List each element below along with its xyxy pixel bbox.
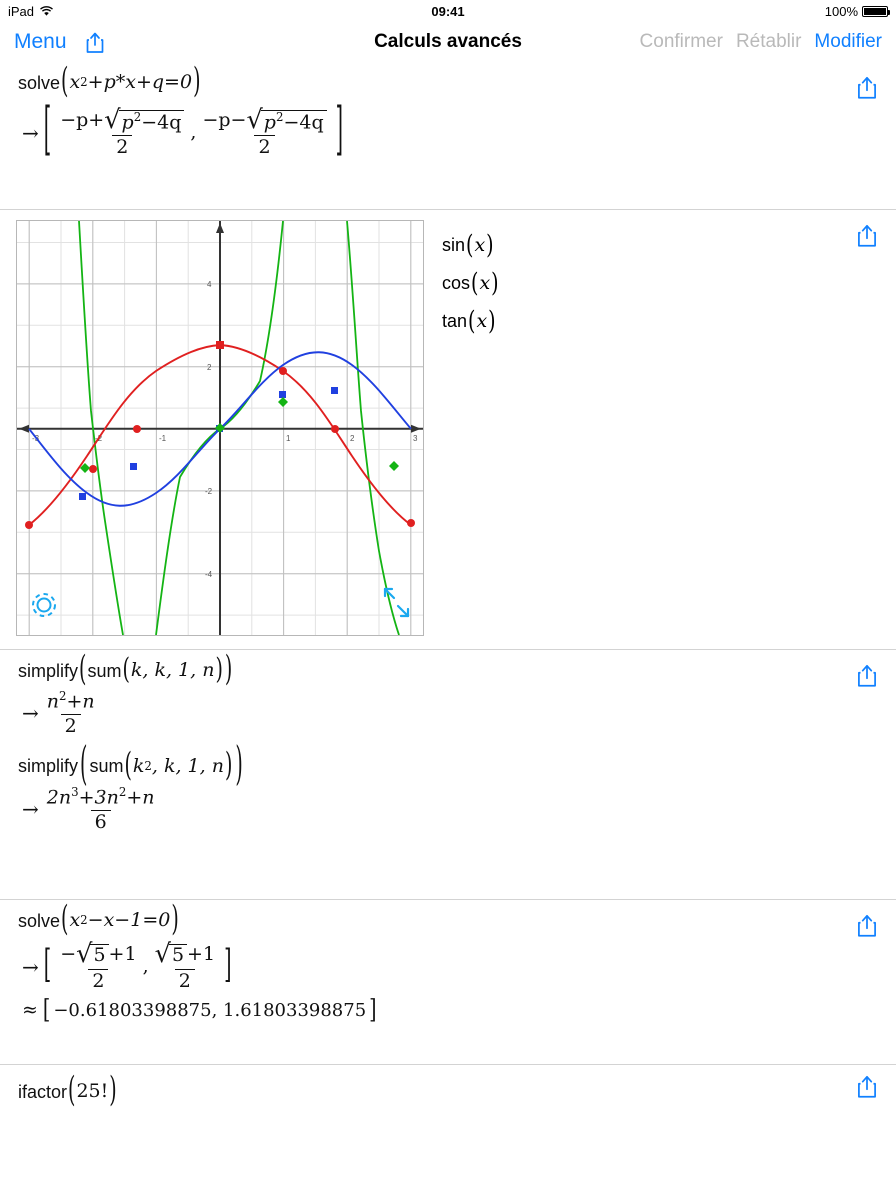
resize-handle-icon[interactable] xyxy=(381,586,413,625)
den-2: 2 xyxy=(61,714,81,738)
disc-tail-2: −4q xyxy=(283,111,324,134)
num-2n: 2n xyxy=(46,786,72,809)
factorial-argument: 25! xyxy=(76,1080,109,1102)
disc-tail: −4q xyxy=(141,111,182,134)
sqrt-5-a xyxy=(76,938,108,969)
svg-text:-1: -1 xyxy=(159,434,167,443)
open-paren-icon: ( xyxy=(61,899,69,940)
open-bracket-icon: [ xyxy=(43,97,52,164)
open-paren-icon: ( xyxy=(68,1070,76,1111)
cell-share-icon[interactable] xyxy=(856,1073,882,1103)
close-paren-inner-icon-2: ) xyxy=(224,746,233,784)
result-arrow-icon: → xyxy=(22,701,39,726)
cell-input-expression-1 xyxy=(18,649,880,690)
legend-item-tan xyxy=(442,302,500,340)
approx-sign: ≈ xyxy=(22,999,38,1022)
num-exp3: 3 xyxy=(71,784,79,799)
disc-p: p xyxy=(121,111,134,134)
close-paren-icon: ) xyxy=(224,649,233,690)
radical-sign-icon: √ xyxy=(104,104,121,135)
sum-k2-result-fraction xyxy=(43,786,159,834)
radical-sign-icon: √ xyxy=(76,938,93,969)
cell-input-expression-2 xyxy=(18,738,880,791)
legend-cos-close: ) xyxy=(491,267,499,299)
sum-function-name-2: sum xyxy=(89,756,124,777)
plot-legend xyxy=(442,226,500,340)
root-2-denominator: 2 xyxy=(254,135,274,159)
minus-sign: − xyxy=(60,942,77,965)
disc-p-2: p xyxy=(263,111,276,134)
legend-cos-fn: cos xyxy=(442,273,471,293)
svg-text:4: 4 xyxy=(207,280,212,289)
calculation-list[interactable] xyxy=(0,62,896,1194)
svg-text:-3: -3 xyxy=(32,434,40,443)
close-paren-icon-2: ) xyxy=(235,738,243,791)
close-bracket-icon: ] xyxy=(335,97,344,164)
root-1-fraction xyxy=(56,104,188,159)
cell-share-icon[interactable] xyxy=(856,74,882,104)
gear-icon[interactable] xyxy=(27,588,61,627)
solve-function-name: solve xyxy=(18,72,61,93)
svg-text:1: 1 xyxy=(286,434,291,443)
simplify-function-name: simplify xyxy=(18,660,79,681)
expression-tail: +p*x+q=0 xyxy=(87,71,193,93)
sum-arg-k: k xyxy=(130,659,143,681)
root-2-fraction xyxy=(198,104,330,159)
cell-share-icon[interactable] xyxy=(856,662,882,692)
golden-root-1-fraction xyxy=(56,938,140,993)
den-6: 6 xyxy=(91,810,111,834)
sqrt-5-b xyxy=(154,938,187,969)
den-2a: 2 xyxy=(88,969,108,993)
close-paren-icon: ) xyxy=(193,62,201,102)
cell-share-icon[interactable] xyxy=(856,222,882,252)
share-icon[interactable] xyxy=(85,30,105,55)
cell-result-expression xyxy=(22,97,880,164)
root-1-denominator: 2 xyxy=(112,135,132,159)
calculation-cell-ifactor[interactable] xyxy=(0,1065,896,1125)
variable-x: x xyxy=(69,71,81,93)
trig-plot-svg xyxy=(17,221,423,635)
legend-sin-fn: sin xyxy=(442,235,466,255)
radicand-5: 5 xyxy=(90,944,108,968)
cell-input-expression xyxy=(18,899,880,940)
cell-share-icon[interactable] xyxy=(856,912,882,942)
sin-markers xyxy=(79,387,338,500)
calculation-cell-simplify-sums[interactable] xyxy=(0,650,896,900)
radicand-5b: 5 xyxy=(169,944,187,968)
cell-result-expression-1 xyxy=(22,690,880,738)
legend-tan-open: ( xyxy=(468,305,476,337)
num-3n: +3n xyxy=(78,786,119,809)
navigation-bar-right xyxy=(640,31,882,53)
open-paren-icon-2: ( xyxy=(80,738,88,791)
open-paren-inner-icon-2: ( xyxy=(124,746,132,784)
close-paren-inner-icon: ) xyxy=(215,653,223,687)
sum-args: , k, 1, n xyxy=(142,659,215,681)
cell-result-exact xyxy=(22,938,880,993)
svg-text:-2: -2 xyxy=(95,434,103,443)
root-1-numerator-lead: −p+ xyxy=(60,109,105,131)
roots-comma: , xyxy=(142,955,149,978)
legend-sin-open: ( xyxy=(466,229,474,261)
simplify-function-name-2: simplify xyxy=(18,756,79,777)
calculation-cell-solve-quadratic[interactable] xyxy=(0,62,896,210)
legend-sin-close: ) xyxy=(486,229,494,261)
root-2-numerator-lead: −p− xyxy=(202,109,247,131)
open-bracket-icon: [ xyxy=(43,943,52,988)
status-bar xyxy=(0,0,896,22)
close-paren-icon: ) xyxy=(171,899,179,940)
sum-arg-k-2: k xyxy=(132,754,145,777)
svg-text:2: 2 xyxy=(207,363,212,372)
trig-plot-canvas[interactable] xyxy=(16,220,424,636)
result-arrow-icon-2: → xyxy=(22,797,39,822)
approx-values: −0.61803398875, 1.61803398875 xyxy=(53,999,367,1021)
legend-tan-arg: x xyxy=(476,310,488,332)
sum-function-name: sum xyxy=(87,660,122,681)
device-label: iPad xyxy=(8,3,35,19)
open-paren-icon: ( xyxy=(79,649,87,690)
open-paren-icon: ( xyxy=(61,62,69,102)
close-paren-icon: ) xyxy=(109,1070,117,1111)
edit-button[interactable]: Modifier xyxy=(814,31,882,52)
cell-result-approx xyxy=(22,994,880,1026)
legend-tan-close: ) xyxy=(488,305,496,337)
navigation-bar xyxy=(0,22,896,62)
radical-sign-icon-2: √ xyxy=(154,938,171,969)
solve-function-name: solve xyxy=(18,910,61,931)
calculation-cell-trig-plot[interactable] xyxy=(0,210,896,650)
result-arrow-icon: → xyxy=(22,120,39,145)
variable-x: x xyxy=(69,909,81,931)
svg-text:-4: -4 xyxy=(205,570,213,579)
status-bar-time: 09:41 xyxy=(431,3,465,19)
sum-k-result-fraction xyxy=(43,690,99,738)
num-exp2: 2 xyxy=(118,784,127,799)
legend-sin-arg: x xyxy=(474,234,486,256)
calculation-cell-solve-golden[interactable] xyxy=(0,900,896,1065)
battery-percent-label: 100% xyxy=(824,3,858,19)
close-bracket-icon: ] xyxy=(224,943,232,988)
open-paren-inner-icon: ( xyxy=(122,653,130,687)
plus-one-b: +1 xyxy=(187,942,216,965)
close-bracket-approx-icon: ] xyxy=(369,994,377,1026)
expression-tail: −x−1=0 xyxy=(87,909,171,931)
sum-args-2: , k, 1, n xyxy=(151,754,224,777)
page-title: Calculs avancés xyxy=(374,31,522,52)
result-arrow-icon: → xyxy=(22,954,39,979)
svg-text:2: 2 xyxy=(350,434,355,443)
legend-cos-open: ( xyxy=(471,267,479,299)
navigation-bar-left xyxy=(14,30,105,55)
den-2b: 2 xyxy=(175,969,195,993)
open-bracket-approx-icon: [ xyxy=(42,994,51,1026)
legend-tan-fn: tan xyxy=(442,311,468,331)
exponent-2: 2 xyxy=(80,75,88,90)
num-plusn: +n xyxy=(126,786,155,809)
battery-icon xyxy=(862,6,888,17)
legend-cos-arg: x xyxy=(479,272,491,294)
cell-result-expression-2 xyxy=(22,786,880,834)
cell-input-expression xyxy=(18,1070,880,1111)
num-exp: 2 xyxy=(59,688,67,703)
golden-root-2-fraction xyxy=(151,938,219,993)
num-tail: +n xyxy=(66,690,95,713)
menu-button[interactable]: Menu xyxy=(14,30,67,53)
cell-input-expression xyxy=(18,62,880,102)
undo-button[interactable]: Rétablir xyxy=(735,31,802,52)
svg-text:3: 3 xyxy=(413,434,418,443)
sum-arg-exp: 2 xyxy=(144,759,152,773)
disc-exp-2: 2 xyxy=(275,109,284,124)
disc-exp: 2 xyxy=(133,109,142,124)
exponent-2: 2 xyxy=(80,913,88,928)
confirm-button[interactable]: Confirmer xyxy=(639,31,723,52)
plus-one-a: +1 xyxy=(108,942,137,965)
ifactor-function-name: ifactor xyxy=(18,1081,68,1102)
radical-sign-icon-2: √ xyxy=(246,104,263,135)
svg-text:-2: -2 xyxy=(205,487,213,496)
sqrt-discriminant-1 xyxy=(104,104,184,135)
num-n: n xyxy=(46,690,60,713)
roots-comma: , xyxy=(190,121,197,144)
sqrt-discriminant-2 xyxy=(246,104,326,135)
